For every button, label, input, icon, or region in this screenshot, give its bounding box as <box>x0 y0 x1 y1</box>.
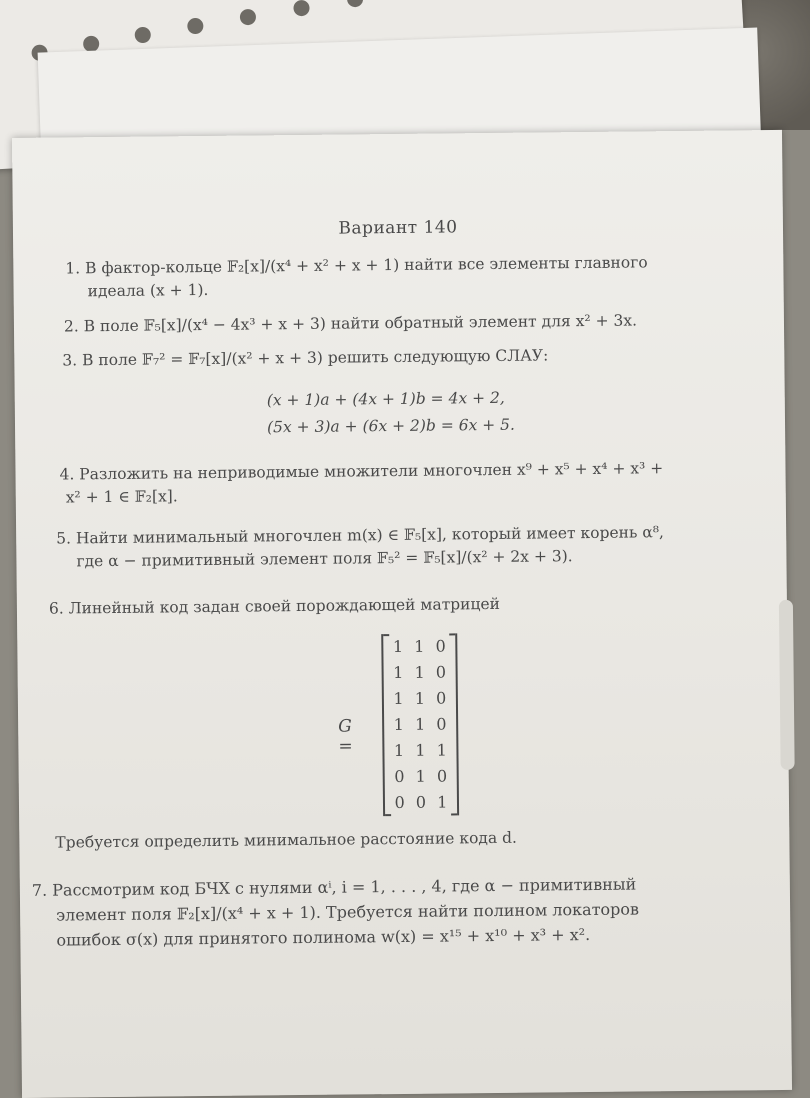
matrix-cell: 1 <box>393 740 405 761</box>
equation: (5x + 3)a + (6x + 2)b = 6x + 5. <box>266 415 516 437</box>
problem-line: 2. В поле 𝔽₅[x]/(x⁴ − 4x³ + x + 3) найти обратный элемент для x² + 3x. <box>63 311 638 336</box>
matrix-cell: 1 <box>392 636 404 657</box>
matrix-cell: 0 <box>435 662 447 682</box>
problem-1 <box>65 251 648 303</box>
matrix-cell: 1 <box>393 662 404 683</box>
problem-line: элемент поля 𝔽₂[x]/(x⁴ + x + 1). Требуется найти полином локаторов <box>56 899 640 925</box>
matrix-cell: 1 <box>414 636 425 656</box>
matrix-row <box>385 789 457 816</box>
matrix-row <box>384 711 456 738</box>
problem-line: x² + 1 ∈ 𝔽₂[x]. <box>65 487 178 507</box>
matrix-cell: 1 <box>393 688 404 709</box>
problem-line: 6. Линейный код задан своей порождающей матрицей <box>48 594 501 618</box>
matrix-cell: 0 <box>415 792 427 812</box>
bracket-corner <box>385 814 391 816</box>
problem-line: идеала (x + 1). <box>87 280 209 301</box>
problem-6-question: Требуется определить минимальное расстояние кода d. <box>55 828 518 852</box>
problem-5 <box>56 521 664 573</box>
problem-line: 1. В фактор-кольце 𝔽₂[x]/(x⁴ + x² + x + 1) найти все элементы главного <box>65 253 648 278</box>
matrix-row <box>384 737 456 764</box>
punch-hole <box>293 0 310 17</box>
matrix-cell: 0 <box>436 714 447 734</box>
equation: (x + 1)a + (4x + 1)b = 4x + 2, <box>266 388 505 410</box>
problem-line: 5. Найти минимальный многочлен m(x) ∈ 𝔽₅[x], который имеет корень α⁸, <box>56 523 665 548</box>
problem-line: 4. Разложить на неприводимые множители многочлен x⁹ + x⁵ + x⁴ + x³ + <box>59 459 664 484</box>
problem-line: 3. В поле 𝔽₇² = 𝔽₇[x]/(x² + x + 3) решить следующую СЛАУ: <box>62 346 549 370</box>
matrix-cell: 0 <box>394 766 405 787</box>
matrix-cell: 1 <box>415 740 426 760</box>
bracket-corner <box>451 813 457 815</box>
equation-system <box>267 385 515 442</box>
matrix-label: G = <box>338 716 353 757</box>
matrix-row <box>384 685 456 712</box>
matrix-cell: 1 <box>414 688 426 708</box>
punch-hole <box>239 9 256 26</box>
problem-7 <box>32 871 640 952</box>
bracket-corner <box>449 633 455 635</box>
problem-3 <box>62 344 548 372</box>
matrix-cell: 1 <box>414 714 426 734</box>
matrix-row <box>383 633 455 660</box>
problem-line: 7. Рассмотрим код БЧХ с нулями αⁱ, i = 1, . . . , 4, где α − примитивный <box>31 874 637 900</box>
page-title: Вариант 140 <box>338 217 458 239</box>
problem-line: ошибок σ(x) для принятого полинома w(x) = x¹⁵ + x¹⁰ + x³ + x². <box>56 924 591 950</box>
punch-hole <box>134 27 151 44</box>
problem-line: где α − примитивный элемент поля 𝔽₅² = 𝔽₅[x]/(x² + 2x + 3). <box>76 547 573 571</box>
exam-sheet <box>12 130 792 1098</box>
matrix-cell: 0 <box>435 636 446 656</box>
matrix-row <box>383 659 455 686</box>
problem-4 <box>59 457 663 509</box>
matrix-cell: 1 <box>415 766 426 786</box>
matrix-row <box>385 763 457 790</box>
matrix-cell: 1 <box>437 792 448 812</box>
punch-hole <box>347 0 364 8</box>
bracket-corner <box>383 634 389 636</box>
problem-6 <box>49 593 500 621</box>
generator-matrix <box>381 633 459 816</box>
matrix-cell: 1 <box>414 662 425 682</box>
matrix-cell: 1 <box>436 740 447 760</box>
matrix-cell: 0 <box>436 766 448 786</box>
problem-2 <box>64 309 637 338</box>
matrix-cell: 1 <box>393 714 405 735</box>
matrix-cell: 0 <box>436 688 447 708</box>
punch-hole <box>187 18 204 35</box>
torn-edge <box>779 600 795 770</box>
matrix-cell: 0 <box>394 792 405 813</box>
